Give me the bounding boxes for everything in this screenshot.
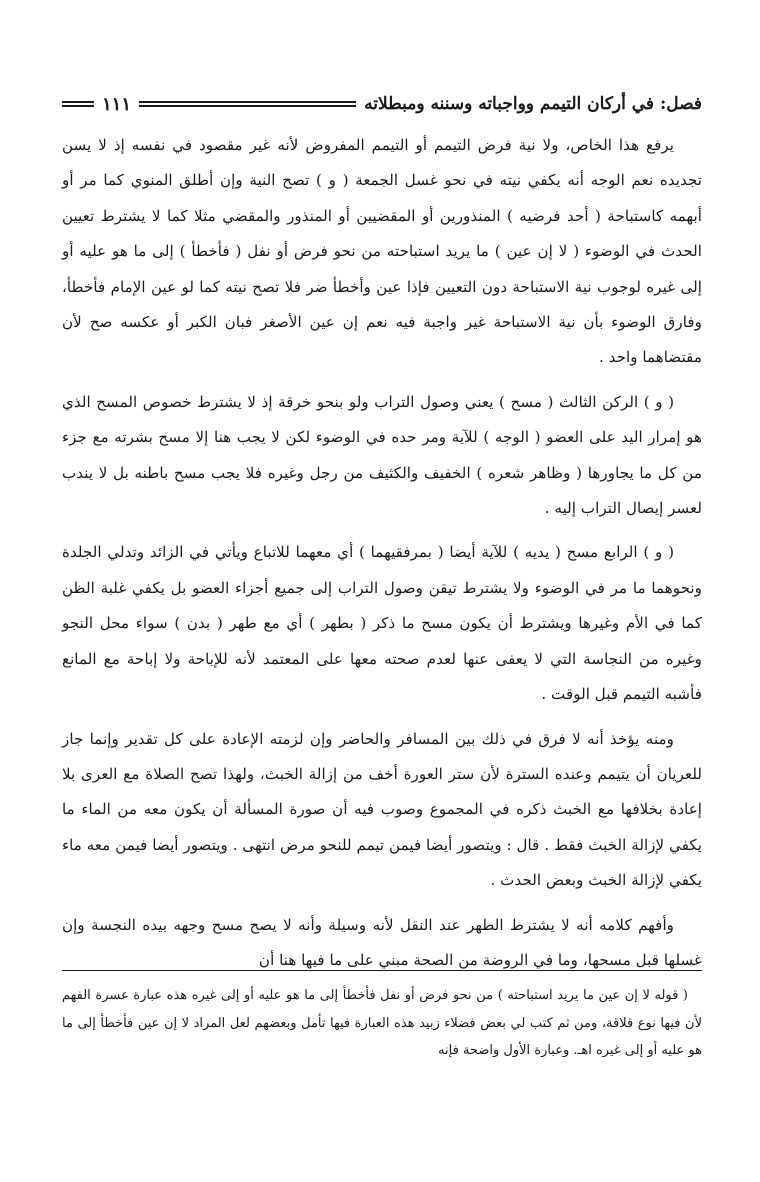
- footnote: ( قوله لا إن عين ما يريد استباحته ) من نحو فرض أو نفل فأخطأ إلى ما هو عليه أو إلى غيره هذه عبارة عسرة الفهم لأن فيها نوع قلاقة، ومن ثم كتب لي بعض فضلاء زبيد هذه العبارة فيها تأمل وبعضهم لعل المراد لا إن عين فأخطأ إلى ما هو عليه أو إلى غيره اهـ. وعبارة الأول واضحة فإنه: [62, 988, 702, 1058]
- header-divider: [139, 101, 356, 107]
- header-divider-short: [62, 101, 94, 107]
- main-text: [62, 128, 702, 987]
- paragraph: يرفع هذا الخاص، ولا نية فرض التيمم أو التيمم المفروض لأنه غير مقصود في نفسه إذ لا يسن تجديده نعم الوجه أنه يكفي نيته في نحو غسل الجمعة ( و ) تصح النية وإن أطلق المنوي كما مر أو أبهمه كاستباحة ( أحد فرضيه ) المنذورين أو المقضيين أو المنذور والمقضي مثلا كما لا يشترط تعيين الحدث في الوضوء ( لا إن عين ) ما يريد استباحته من نحو فرض أو نفل ( فأخطأ ) إلى ما هو عليه أو إلى غيره لوجوب نية الاستباحة دون التعيين فإذا عين وأخطأ ضر فلا تصح نيته كما لو عين الإمام فأخطأ، وفارق الوضوء بأن نية الاستباحة غير واجبة فيه نعم إن عين الأصغر فبان الكبر أو عكسه صح لأن مقتضاهما واحد .: [62, 136, 702, 367]
- paragraph: ( و ) الركن الثالث ( مسح ) يعني وصول التراب ولو بنحو خرقة إذ لا يشترط خصوص المسح الذي هو إمرار اليد على العضو ( الوجه ) للآية ومر حده في الوضوء لكن لا يجب هنا إلا مسح بشرته مع جزء من كل ما يجاورها ( وظاهر شعره ) الخفيف والكثيف من رجل وغيره فلا يجب مسح باطنه بل لا يندب لعسر إيصال التراب إليه .: [62, 392, 702, 518]
- running-header: [62, 84, 702, 124]
- footnote-separator: [62, 970, 702, 971]
- page-number: ١١١: [102, 93, 132, 115]
- footnotes-section: [62, 982, 702, 1065]
- chapter-title: فصل: في أركان التيمم وواجباته وسننه ومبطلاته: [364, 94, 702, 114]
- paragraph: ( و ) الرابع مسح ( يديه ) للآية أيضا ( بمرفقيهما ) أي معهما للاتباع ويأتي في الزائد وتدلي الجلدة ونحوهما ما مر في الوضوء ولا يشترط تيقن وصول التراب إلى جميع أجزاء العضو بل يكفي غلبة الظن كما في الأم وغيرها ويشترط أن يكون مسح ما ذكر ( بطهر ) أي مع طهر ( بدن ) سواء محل النجو وغيره من النجاسة التي لا يعفى عنها لعدم صحته معها على المعتمد لأنه للإباحة ولا إباحة مع المانع فأشبه التيمم قبل الوقت .: [62, 543, 702, 704]
- paragraph: وأفهم كلامه أنه لا يشترط الطهر عند النقل لأنه وسيلة وأنه لا يصح مسح وجهه بيده النجسة وإن غسلها قبل مسحها، وما في الروضة من الصحة مبني على ما فيها هنا أن: [62, 915, 702, 969]
- paragraph: ومنه يؤخذ أنه لا فرق في ذلك بين المسافر والحاضر وإن لزمته الإعادة على كل تقدير وإنما جاز للعريان أن يتيمم وعنده السترة لأن ستر العورة أخف من إزالة الخبث، ولهذا تصح الصلاة مع العرى بلا إعادة بخلافها مع الخبث ذكره في المجموع وصوب فيه أن صورة المسألة أن يكون معه من الماء ما يكفي لإزالة الخبث فقط . قال : ويتصور أيضا فيمن تيمم للنحو مرض انتهى . ويتصور أيضا فيمن معه ماء يكفي لإزالة الخبث وبعض الحدث .: [62, 729, 702, 890]
